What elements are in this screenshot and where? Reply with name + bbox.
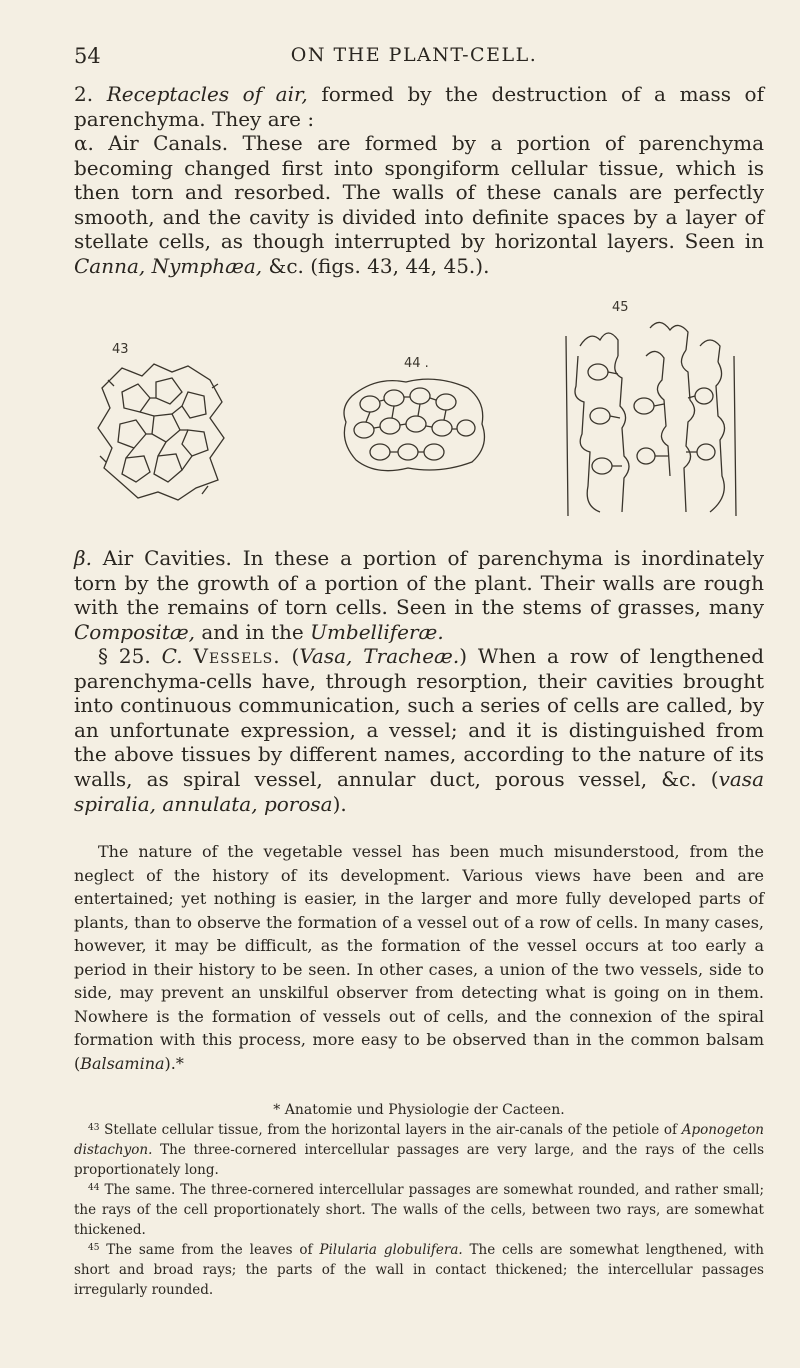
receptacles-title: Receptacles of air, — [106, 82, 308, 106]
vessels-letter: C. — [161, 644, 183, 668]
footnote-43-species: Aponogeton distachyon. — [74, 1122, 764, 1158]
page-number: 54 — [74, 44, 101, 68]
receptacles-text: formed by the destruction of a mass of parenchyma. They are : — [74, 82, 765, 131]
figure-45-illustration — [560, 316, 745, 526]
air-cavities-letter: β. — [74, 546, 92, 570]
vessels-close: ). — [332, 791, 347, 816]
running-title: ON THE PLANT-CELL. — [290, 44, 538, 66]
air-cavities-family2: Umbelliferæ. — [310, 619, 444, 644]
page-header — [74, 44, 754, 74]
figure-44-label: 44 . — [404, 356, 429, 371]
vessels-paragraph: § 25. C. Vessels. (Vasa, Tracheæ.) When a row of lengthened parenchyma-cells have, through resorption, their cavities brought into continuous communication, such a series of cells are called, by an unfortunate expression, a vessel; and it is distinguished from the above tissues by different names, according to the nature of its walls, as spiral vessel, annular duct, porous vessel, &c. (vasa spiralia, annulata, porosa). — [74, 644, 765, 816]
footnote-44 — [74, 1180, 764, 1240]
vessels-section: § 25. — [98, 644, 151, 668]
nature-paragraph — [74, 840, 764, 1075]
receptacles-paragraph — [74, 82, 764, 131]
nature-species: Balsamina — [80, 1053, 165, 1073]
air-cavities-paragraph — [74, 546, 764, 644]
figure-43-label: 43 — [112, 342, 129, 357]
vessels-latin: Vasa, Tracheæ. — [299, 644, 460, 668]
footnote-44-number: 44 — [88, 1183, 100, 1193]
footnotes — [74, 1100, 764, 1300]
air-canals-paragraph — [74, 131, 764, 279]
footnote-45-tail: The cells are somewhat lengthened, with short and broad rays; the parts of the wall in contact thickened; the intercellular passages irregularly rounded. — [74, 1242, 764, 1298]
figure-43-illustration — [92, 358, 232, 506]
footnote-43-tail: The three-cornered intercellular passages are very large, and the rays of the cells proportionately long. — [74, 1142, 764, 1178]
air-canals-lead: Air Canals. These are formed by a portion of parenchyma becoming changed first into spongiform cellular tissue, which is then torn and resorbed. The walls of these canals are perfectly smooth, and the cavity is divided into definite spaces by a layer of stellate cells, as though interrupted by horizontal layers. Seen in — [74, 131, 764, 254]
footnote-43-number: 43 — [88, 1123, 100, 1133]
receptacles-number: 2. — [74, 82, 94, 106]
footnote-45-number: 45 — [88, 1243, 100, 1253]
footnote-45-lead: The same from the leaves of — [99, 1242, 320, 1258]
footnote-45-species: Pilularia globulifera. — [319, 1242, 463, 1258]
vessels-heading: Vessels. — [193, 644, 281, 668]
footnote-44-text: The same. The three-cornered intercellular passages are somewhat rounded, and rather small; the rays of the cell proportionately short. The walls of the cells, between two rays, are somewhat thickened. — [74, 1182, 764, 1238]
nature-text: The nature of the vegetable vessel has been much misunderstood, from the neglect of the history of its development. Various views have been and are entertained; yet nothing is easier, in the larger and more fully developed parts of plants, than to observe the formation of a vessel out of a row of cells. In many cases, however, it may be difficult, as the formation of the vessel occurs at too early a period in their history to be seen. In other cases, a union of the two vessels, side to side, may prevent an unskilful observer from detecting what is going on in them. Nowhere is the formation of vessels out of cells, and the connexion of the spiral formation with this process, more easy to be observed than in the common balsam ( — [74, 842, 764, 1073]
air-cavities-family1: Compositæ, — [74, 619, 196, 644]
vessels-latin-kinds: vasa spiralia, annulata, porosa — [74, 766, 764, 816]
vessels-text: When a row of lengthened parenchyma-cells have, through resorption, their cavities brought into continuous communication, such a series of cells are called, by an unfortunate expression, a vessel; and it is distinguished from the above tissues by different names, according to the nature of its walls, as spiral vessel, annular duct, porous vessel, &c. ( — [74, 644, 765, 791]
air-canals-tail: &c. (figs. 43, 44, 45.). — [262, 253, 490, 278]
footnote-star: * Anatomie und Physiologie der Cacteen. — [273, 1102, 565, 1118]
nature-close: ).* — [164, 1053, 184, 1073]
footnote-43 — [74, 1120, 764, 1180]
footnote-45 — [74, 1240, 764, 1300]
air-canals-species: Canna, Nymphæa, — [74, 253, 263, 278]
air-cavities-middle: and in the — [195, 619, 311, 644]
footnote-43-lead: Stellate cellular tissue, from the horizontal layers in the air-canals of the petiole of — [99, 1122, 682, 1138]
air-canals-letter: α. — [74, 131, 94, 155]
figure-44-illustration — [336, 372, 496, 476]
figure-45-label: 45 — [612, 300, 629, 315]
air-cavities-lead: Air Cavities. In these a portion of parenchyma is inordinately torn by the growth of a portion of the plant. Their walls are rough with the remains of torn cells. Seen in the stems of grasses, many — [74, 546, 764, 620]
